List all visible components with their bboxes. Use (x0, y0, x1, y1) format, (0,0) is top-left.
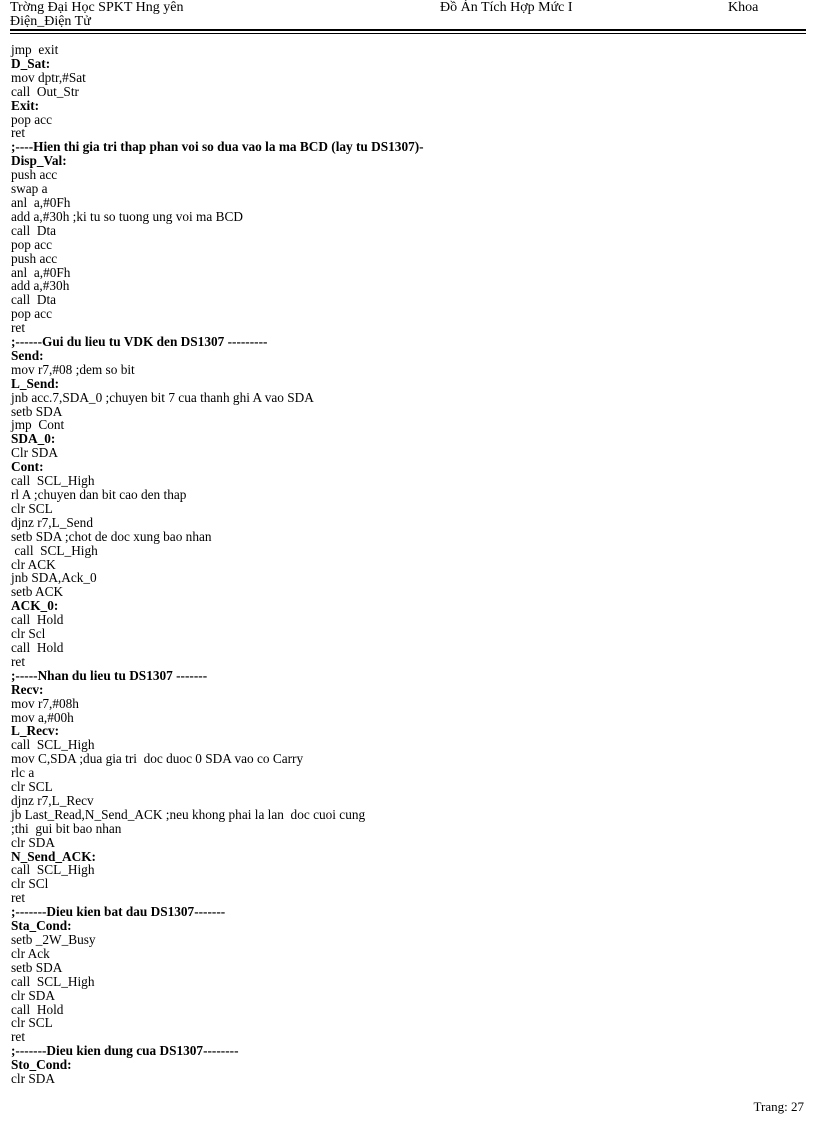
code-line: mov a,#00h (11, 709, 74, 725)
code-label-line: Sta_Cond: (11, 918, 72, 934)
project-title: Đồ Án Tích Hợp Mức I (440, 0, 573, 15)
code-line: swap a (11, 181, 48, 197)
code-label-line: Send: (11, 347, 44, 363)
code-label-line: Sto_Cond: (11, 1057, 72, 1073)
code-label-line: Exit: (11, 97, 40, 113)
code-line: clr SCL (11, 1015, 53, 1031)
code-label-line: L_Send: (11, 375, 60, 391)
code-line: rl A ;chuyen dan bit cao den thap (11, 487, 187, 502)
code-line: ret (11, 125, 26, 141)
code-label-line: ;-----Nhan du lieu tu DS1307 ------- (11, 667, 208, 683)
code-line: jnb SDA,Ack_0 (11, 570, 97, 586)
code-line: setb ACK (11, 584, 64, 600)
code-line: clr Ack (11, 945, 50, 961)
code-line: call SCL_High (11, 473, 95, 489)
code-line: mov dptr,#Sat (11, 69, 86, 85)
code-line: setb SDA ;chot de doc xung bao nhan (11, 528, 212, 544)
code-label-line: Cont: (11, 459, 44, 475)
code-line: djnz r7,L_Recv (11, 792, 94, 808)
code-line: ;thi gui bit bao nhan (11, 820, 122, 836)
code-label-line: ;------Gui du lieu tu VDK den DS1307 --------- (11, 334, 268, 350)
code-label-line: D_Sat: (11, 55, 51, 71)
code-label-line: SDA_0: (11, 431, 56, 447)
assembly-code-listing (11, 43, 801, 1086)
code-label-line: L_Recv: (11, 723, 59, 739)
code-line: jmp Cont (11, 417, 65, 433)
code-line: ret (11, 1029, 26, 1045)
code-line: call SCL_High (11, 973, 95, 989)
code-line: add a,#30h ;ki tu so tuong ung voi ma BCD (11, 208, 243, 224)
code-label-line: ACK_0: (11, 598, 59, 614)
code-line: clr ACK (11, 556, 56, 572)
code-line: clr SCL (11, 500, 53, 516)
code-line: mov C,SDA ;dua gia tri doc duoc 0 SDA vao co Carry (11, 751, 304, 767)
code-line: jb Last_Read,N_Send_ACK ;neu khong phai la lan doc cuoi cung (11, 806, 366, 822)
code-line: call Hold (11, 639, 64, 655)
code-line: call Hold (11, 612, 64, 628)
code-line: mov r7,#08 ;dem so bit (11, 361, 135, 377)
code-line: call Dta (11, 222, 57, 238)
page-number: Trang: 27 (753, 1099, 804, 1114)
code-line: push acc (11, 167, 58, 183)
code-label-line: N_Send_ACK: (11, 848, 96, 864)
code-label-line: Disp_Val: (11, 153, 67, 169)
code-line: call SCL_High (11, 737, 95, 753)
code-line: rlc a (11, 765, 35, 781)
code-label-line: ;----Hien thi gia tri thap phan voi so dua vao la ma BCD (lay tu DS1307)- (11, 139, 424, 155)
code-line: jmp exit (11, 42, 59, 57)
department-name: Điện_Điện Tử (10, 14, 91, 29)
code-line: call Dta (11, 292, 57, 308)
header-rule-thin (10, 33, 806, 34)
code-line: pop acc (11, 306, 52, 322)
code-line: clr Scl (11, 626, 46, 642)
code-label-line: ;-------Dieu kien bat dau DS1307------- (11, 904, 226, 920)
code-line: setb SDA (11, 403, 63, 419)
code-line: call SCL_High (11, 542, 98, 558)
code-line: anl a,#0Fh (11, 264, 71, 280)
code-line: clr SDA (11, 1071, 55, 1087)
code-line: add a,#30h (11, 278, 70, 294)
code-label-line: Recv: (11, 681, 44, 697)
school-name: Trờng Đại Học SPKT Hng yên (10, 0, 184, 15)
code-line: pop acc (11, 111, 52, 127)
code-label-line: ;-------Dieu kien dung cua DS1307-------- (11, 1043, 239, 1059)
header-rule-thick (10, 29, 806, 31)
code-line: call Out_Str (11, 83, 79, 99)
code-line: djnz r7,L_Send (11, 514, 93, 530)
code-line: Clr SDA (11, 445, 58, 461)
code-line: setb SDA (11, 959, 63, 975)
page-header (10, 0, 806, 30)
code-line: push acc (11, 250, 58, 266)
code-line: clr SDA (11, 987, 55, 1003)
code-line: jnb acc.7,SDA_0 ;chuyen bit 7 cua thanh ghi A vao SDA (11, 389, 314, 405)
code-line: ret (11, 653, 26, 669)
code-line: ret (11, 890, 26, 906)
code-line: mov r7,#08h (11, 695, 79, 711)
code-line: call SCL_High (11, 862, 95, 878)
code-line: anl a,#0Fh (11, 194, 71, 210)
faculty-label: Khoa (728, 0, 759, 15)
code-line: clr SCl (11, 876, 49, 892)
code-line: clr SCL (11, 779, 53, 795)
code-line: clr SDA (11, 834, 55, 850)
code-line: pop acc (11, 236, 52, 252)
code-line: setb _2W_Busy (11, 932, 96, 947)
code-line: call Hold (11, 1001, 64, 1017)
code-line: ret (11, 320, 26, 336)
